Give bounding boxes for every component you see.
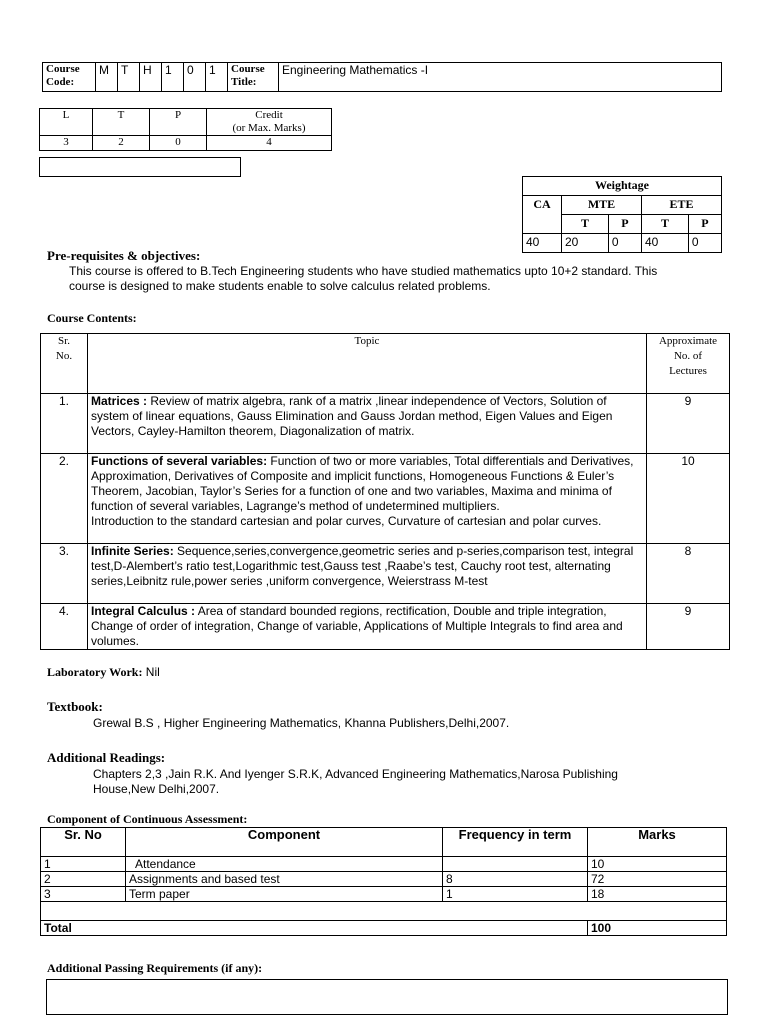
weightage-ca: CA [523, 196, 562, 234]
table-row [41, 604, 730, 650]
row-lectures: 9 [647, 394, 730, 454]
row-lectures: 10 [647, 454, 730, 544]
weightage-t: T [562, 215, 609, 234]
weightage-value: 0 [608, 234, 641, 253]
header-sr: Sr. No [41, 828, 126, 857]
blank-row [41, 902, 727, 921]
credit-value: 4 [207, 136, 332, 151]
row-marks: 18 [588, 887, 727, 902]
weightage-ete: ETE [641, 196, 721, 215]
course-contents-table [40, 333, 730, 650]
row-sr: 1 [41, 857, 126, 872]
textbook-value: Grewal B.S , Higher Engineering Mathematics, Khanna Publishers,Delhi,2007. [93, 716, 510, 730]
code-char: M [96, 63, 118, 92]
code-char: H [140, 63, 162, 92]
readings-line: Chapters 2,3 ,Jain R.K. And Iyenger S.R.K, Advanced Engineering Mathematics,Narosa Publishing [93, 767, 618, 781]
table-row [41, 454, 730, 544]
contents-heading: Course Contents: [47, 311, 137, 325]
passing-box [46, 979, 728, 1015]
code-char: 1 [162, 63, 184, 92]
ltp-header-p: P [150, 109, 207, 136]
total-row [41, 921, 727, 936]
row-topic: Matrices : Review of matrix algebra, rank of a matrix ,linear independence of Vectors, Solution of system of linear equations, Gauss Elimination and Gauss Jordan method, Eigen Values and Eigen Vectors, Cayley-Hamilton theorem, Diagonalization of matrix. [88, 394, 647, 454]
weightage-p: P [688, 215, 721, 234]
table-row [41, 872, 727, 887]
row-sr: 3 [41, 887, 126, 902]
row-frequency [443, 857, 588, 872]
row-component: Term paper [126, 887, 443, 902]
row-frequency: 8 [443, 872, 588, 887]
row-lectures: 9 [647, 604, 730, 650]
lab-value: Nil [142, 665, 160, 679]
row-lectures: 8 [647, 544, 730, 604]
assessment-table [40, 827, 727, 936]
row-topic: Functions of several variables: Function of two or more variables, Total differentials and Derivatives, Approximation, Derivatives of Composite and implicit functions, Homogeneous Functions & Euler’s Theorem, Jacobian, Taylor’s Series for a function of one and two variables, Maxima and minima of function of several variables, Lagrange’s method of undetermined multipliers. Introduction to the standard cartesian and polar curves, Curvature of cartesian and polar curves. [88, 454, 647, 544]
row-topic: Integral Calculus : Area of standard bounded regions, rectification, Double and triple integration, Change of order of integration, Change of variable, Applications of Multiple Integrals to find area and volumes. [88, 604, 647, 650]
row-component: Attendance [126, 857, 443, 872]
weightage-p: P [608, 215, 641, 234]
textbook-heading: Textbook: [47, 699, 103, 714]
blank-box [39, 157, 241, 177]
ltp-value: 2 [93, 136, 150, 151]
ltp-header-l: L [40, 109, 93, 136]
blank-cell [41, 902, 727, 921]
row-sr: 4. [41, 604, 88, 650]
row-frequency: 1 [443, 887, 588, 902]
row-marks: 10 [588, 857, 727, 872]
code-char: T [118, 63, 140, 92]
header-sr-no: Sr. No. [41, 334, 88, 394]
weightage-value: 20 [562, 234, 609, 253]
row-sr: 1. [41, 394, 88, 454]
weightage-value: 40 [641, 234, 688, 253]
code-char: 1 [206, 63, 228, 92]
prereq-line: course is designed to make students enable to solve calculus related problems. [69, 279, 491, 293]
row-topic: Infinite Series: Sequence,series,convergence,geometric series and p-series,comparison test, integral test,D-Alembert’s ratio test,Logarithmic test,Gauss test ,Raabe’s test, Cauchy root test, alternating series,Leibnitz rule,power series ,uniform convergence, Weierstrass M-test [88, 544, 647, 604]
total-value: 100 [588, 921, 727, 936]
readings-heading: Additional Readings: [47, 750, 166, 765]
header-component: Component [126, 828, 443, 857]
table-row [41, 887, 727, 902]
lab-heading: Laboratory Work: [47, 665, 143, 679]
header-topic: Topic [88, 334, 647, 394]
prereq-heading: Pre-requisites & objectives: [47, 248, 201, 263]
weightage-mte: MTE [562, 196, 642, 215]
header-lectures: Approximate No. of Lectures [647, 334, 730, 394]
course-title: Engineering Mathematics -I [279, 63, 722, 92]
ltp-credit-table [39, 108, 332, 151]
weightage-value: 40 [523, 234, 562, 253]
lab-line [47, 665, 160, 680]
assessment-heading: Component of Continuous Assessment: [47, 812, 248, 826]
weightage-value: 0 [688, 234, 721, 253]
ltp-value: 0 [150, 136, 207, 151]
table-row [41, 857, 727, 872]
table-row [41, 544, 730, 604]
row-component: Assignments and based test [126, 872, 443, 887]
weightage-table [522, 176, 722, 253]
readings-line: House,New Delhi,2007. [93, 782, 220, 796]
header-frequency: Frequency in term [443, 828, 588, 857]
credit-header: Credit (or Max. Marks) [207, 109, 332, 136]
row-marks: 72 [588, 872, 727, 887]
row-sr: 3. [41, 544, 88, 604]
total-label: Total [41, 921, 588, 936]
ltp-header-t: T [93, 109, 150, 136]
course-title-label: Course Title: [228, 63, 279, 92]
row-sr: 2 [41, 872, 126, 887]
weightage-title: Weightage [523, 177, 722, 196]
header-marks: Marks [588, 828, 727, 857]
passing-heading: Additional Passing Requirements (if any): [47, 961, 263, 975]
ltp-value: 3 [40, 136, 93, 151]
weightage-t: T [641, 215, 688, 234]
code-char: 0 [184, 63, 206, 92]
course-code-label: Course Code: [43, 63, 96, 92]
table-row [41, 394, 730, 454]
row-sr: 2. [41, 454, 88, 544]
prereq-line: This course is offered to B.Tech Engineering students who have studied mathematics upto 10+2 standard. This [69, 264, 658, 278]
course-code-table [42, 62, 722, 92]
